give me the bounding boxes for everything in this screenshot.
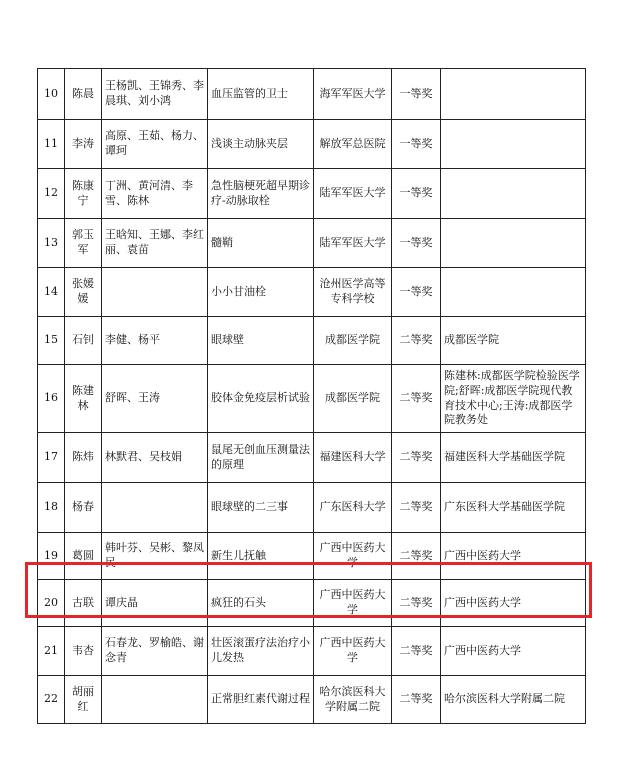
cell-number: 18: [38, 483, 65, 533]
cell-number: 10: [38, 69, 65, 120]
table-row: [38, 219, 586, 268]
cell-members: [102, 268, 208, 317]
cell-note: 广西中医药大学: [441, 533, 586, 580]
cell-unit: 陆军军医大学: [314, 219, 392, 268]
cell-note: [441, 69, 586, 120]
cell-name: 陈建林: [65, 365, 102, 433]
cell-title: 胶体金免疫层析试验: [208, 365, 314, 433]
cell-number: 13: [38, 219, 65, 268]
cell-number: 21: [38, 627, 65, 676]
cell-name: 陈晨: [65, 69, 102, 120]
cell-note: [441, 268, 586, 317]
cell-members: 王晗知、王娜、李红丽、袁苗: [102, 219, 208, 268]
cell-unit: 广西中医药大学: [314, 580, 392, 627]
cell-number: 16: [38, 365, 65, 433]
cell-title: 小小甘油栓: [208, 268, 314, 317]
cell-unit: 海军军医大学: [314, 69, 392, 120]
table-row: [38, 317, 586, 365]
cell-unit: 福建医科大学: [314, 433, 392, 483]
cell-number: 19: [38, 533, 65, 580]
cell-award: 一等奖: [392, 69, 441, 120]
cell-unit: 解放军总医院: [314, 120, 392, 169]
cell-number: 11: [38, 120, 65, 169]
cell-name: 陈炜: [65, 433, 102, 483]
cell-award: 二等奖: [392, 533, 441, 580]
cell-award: 二等奖: [392, 676, 441, 724]
cell-unit: 哈尔滨医科大学附属二院: [314, 676, 392, 724]
cell-award: 二等奖: [392, 317, 441, 365]
cell-unit: 成都医学院: [314, 365, 392, 433]
table-row: [38, 676, 586, 724]
cell-note: 广西中医药大学: [441, 627, 586, 676]
cell-name: 杨春: [65, 483, 102, 533]
cell-name: 胡丽红: [65, 676, 102, 724]
cell-name: 葛圆: [65, 533, 102, 580]
cell-title: 急性脑梗死超早期诊疗-动脉取栓: [208, 169, 314, 219]
cell-note: 广东医科大学基础医学院: [441, 483, 586, 533]
cell-number: 22: [38, 676, 65, 724]
cell-members: 韩叶芬、吴彬、黎凤民: [102, 533, 208, 580]
cell-number: 17: [38, 433, 65, 483]
cell-name: 韦杏: [65, 627, 102, 676]
cell-award: 一等奖: [392, 120, 441, 169]
cell-members: [102, 676, 208, 724]
cell-title: 眼球壁的二三事: [208, 483, 314, 533]
cell-members: 舒晖、王涛: [102, 365, 208, 433]
cell-members: [102, 483, 208, 533]
cell-note: 成都医学院: [441, 317, 586, 365]
cell-award: 二等奖: [392, 483, 441, 533]
cell-members: 林默君、吴枝娟: [102, 433, 208, 483]
table-row: [38, 268, 586, 317]
cell-members: 谭庆晶: [102, 580, 208, 627]
cell-note: [441, 169, 586, 219]
cell-note: [441, 219, 586, 268]
table-row: [38, 533, 586, 580]
cell-unit: 成都医学院: [314, 317, 392, 365]
cell-members: 高原、王茹、杨力、谭珂: [102, 120, 208, 169]
cell-title: 新生儿抚触: [208, 533, 314, 580]
table-row: [38, 365, 586, 433]
cell-name: 郭玉军: [65, 219, 102, 268]
cell-name: 陈康宁: [65, 169, 102, 219]
cell-award: 一等奖: [392, 268, 441, 317]
cell-title: 浅谈主动脉夹层: [208, 120, 314, 169]
cell-unit: 广西中医药大学: [314, 533, 392, 580]
cell-name: 石钊: [65, 317, 102, 365]
cell-title: 疯狂的石头: [208, 580, 314, 627]
cell-members: 李健、杨平: [102, 317, 208, 365]
cell-award: 二等奖: [392, 580, 441, 627]
cell-title: 鼠尾无创血压测量法的原理: [208, 433, 314, 483]
cell-title: 眼球壁: [208, 317, 314, 365]
cell-note: 广西中医药大学: [441, 580, 586, 627]
cell-number: 15: [38, 317, 65, 365]
cell-members: 王杨凯、王锦秀、李晨琪、刘小鸿: [102, 69, 208, 120]
cell-award: 二等奖: [392, 627, 441, 676]
cell-name: 李涛: [65, 120, 102, 169]
cell-members: 丁洲、黄河清、李雪、陈林: [102, 169, 208, 219]
cell-note: [441, 120, 586, 169]
cell-title: 血压监管的卫士: [208, 69, 314, 120]
cell-award: 二等奖: [392, 365, 441, 433]
table-row: [38, 169, 586, 219]
cell-name: 古联: [65, 580, 102, 627]
cell-note: 福建医科大学基础医学院: [441, 433, 586, 483]
table-row: [38, 433, 586, 483]
cell-number: 20: [38, 580, 65, 627]
award-table: [37, 68, 586, 724]
cell-number: 12: [38, 169, 65, 219]
table-row: [38, 69, 586, 120]
cell-unit: 沧州医学高等专科学校: [314, 268, 392, 317]
cell-unit: 广东医科大学: [314, 483, 392, 533]
table-row-highlighted: [38, 580, 586, 627]
table-row: [38, 483, 586, 533]
cell-award: 一等奖: [392, 219, 441, 268]
cell-number: 14: [38, 268, 65, 317]
cell-title: 壮医滚蛋疗法治疗小儿发热: [208, 627, 314, 676]
cell-note: 陈建林:成都医学院检验医学院;舒晖:成都医学院现代教育技术中心;王涛:成都医学院教务处: [441, 365, 586, 433]
cell-members: 石春龙、罗榆皓、谢念青: [102, 627, 208, 676]
cell-title: 髓鞘: [208, 219, 314, 268]
cell-title: 正常胆红素代谢过程: [208, 676, 314, 724]
cell-award: 一等奖: [392, 169, 441, 219]
cell-unit: 广西中医药大学: [314, 627, 392, 676]
table-row: [38, 120, 586, 169]
cell-unit: 陆军军医大学: [314, 169, 392, 219]
table-row: [38, 627, 586, 676]
cell-name: 张媛媛: [65, 268, 102, 317]
cell-note: 哈尔滨医科大学附属二院: [441, 676, 586, 724]
cell-award: 二等奖: [392, 433, 441, 483]
